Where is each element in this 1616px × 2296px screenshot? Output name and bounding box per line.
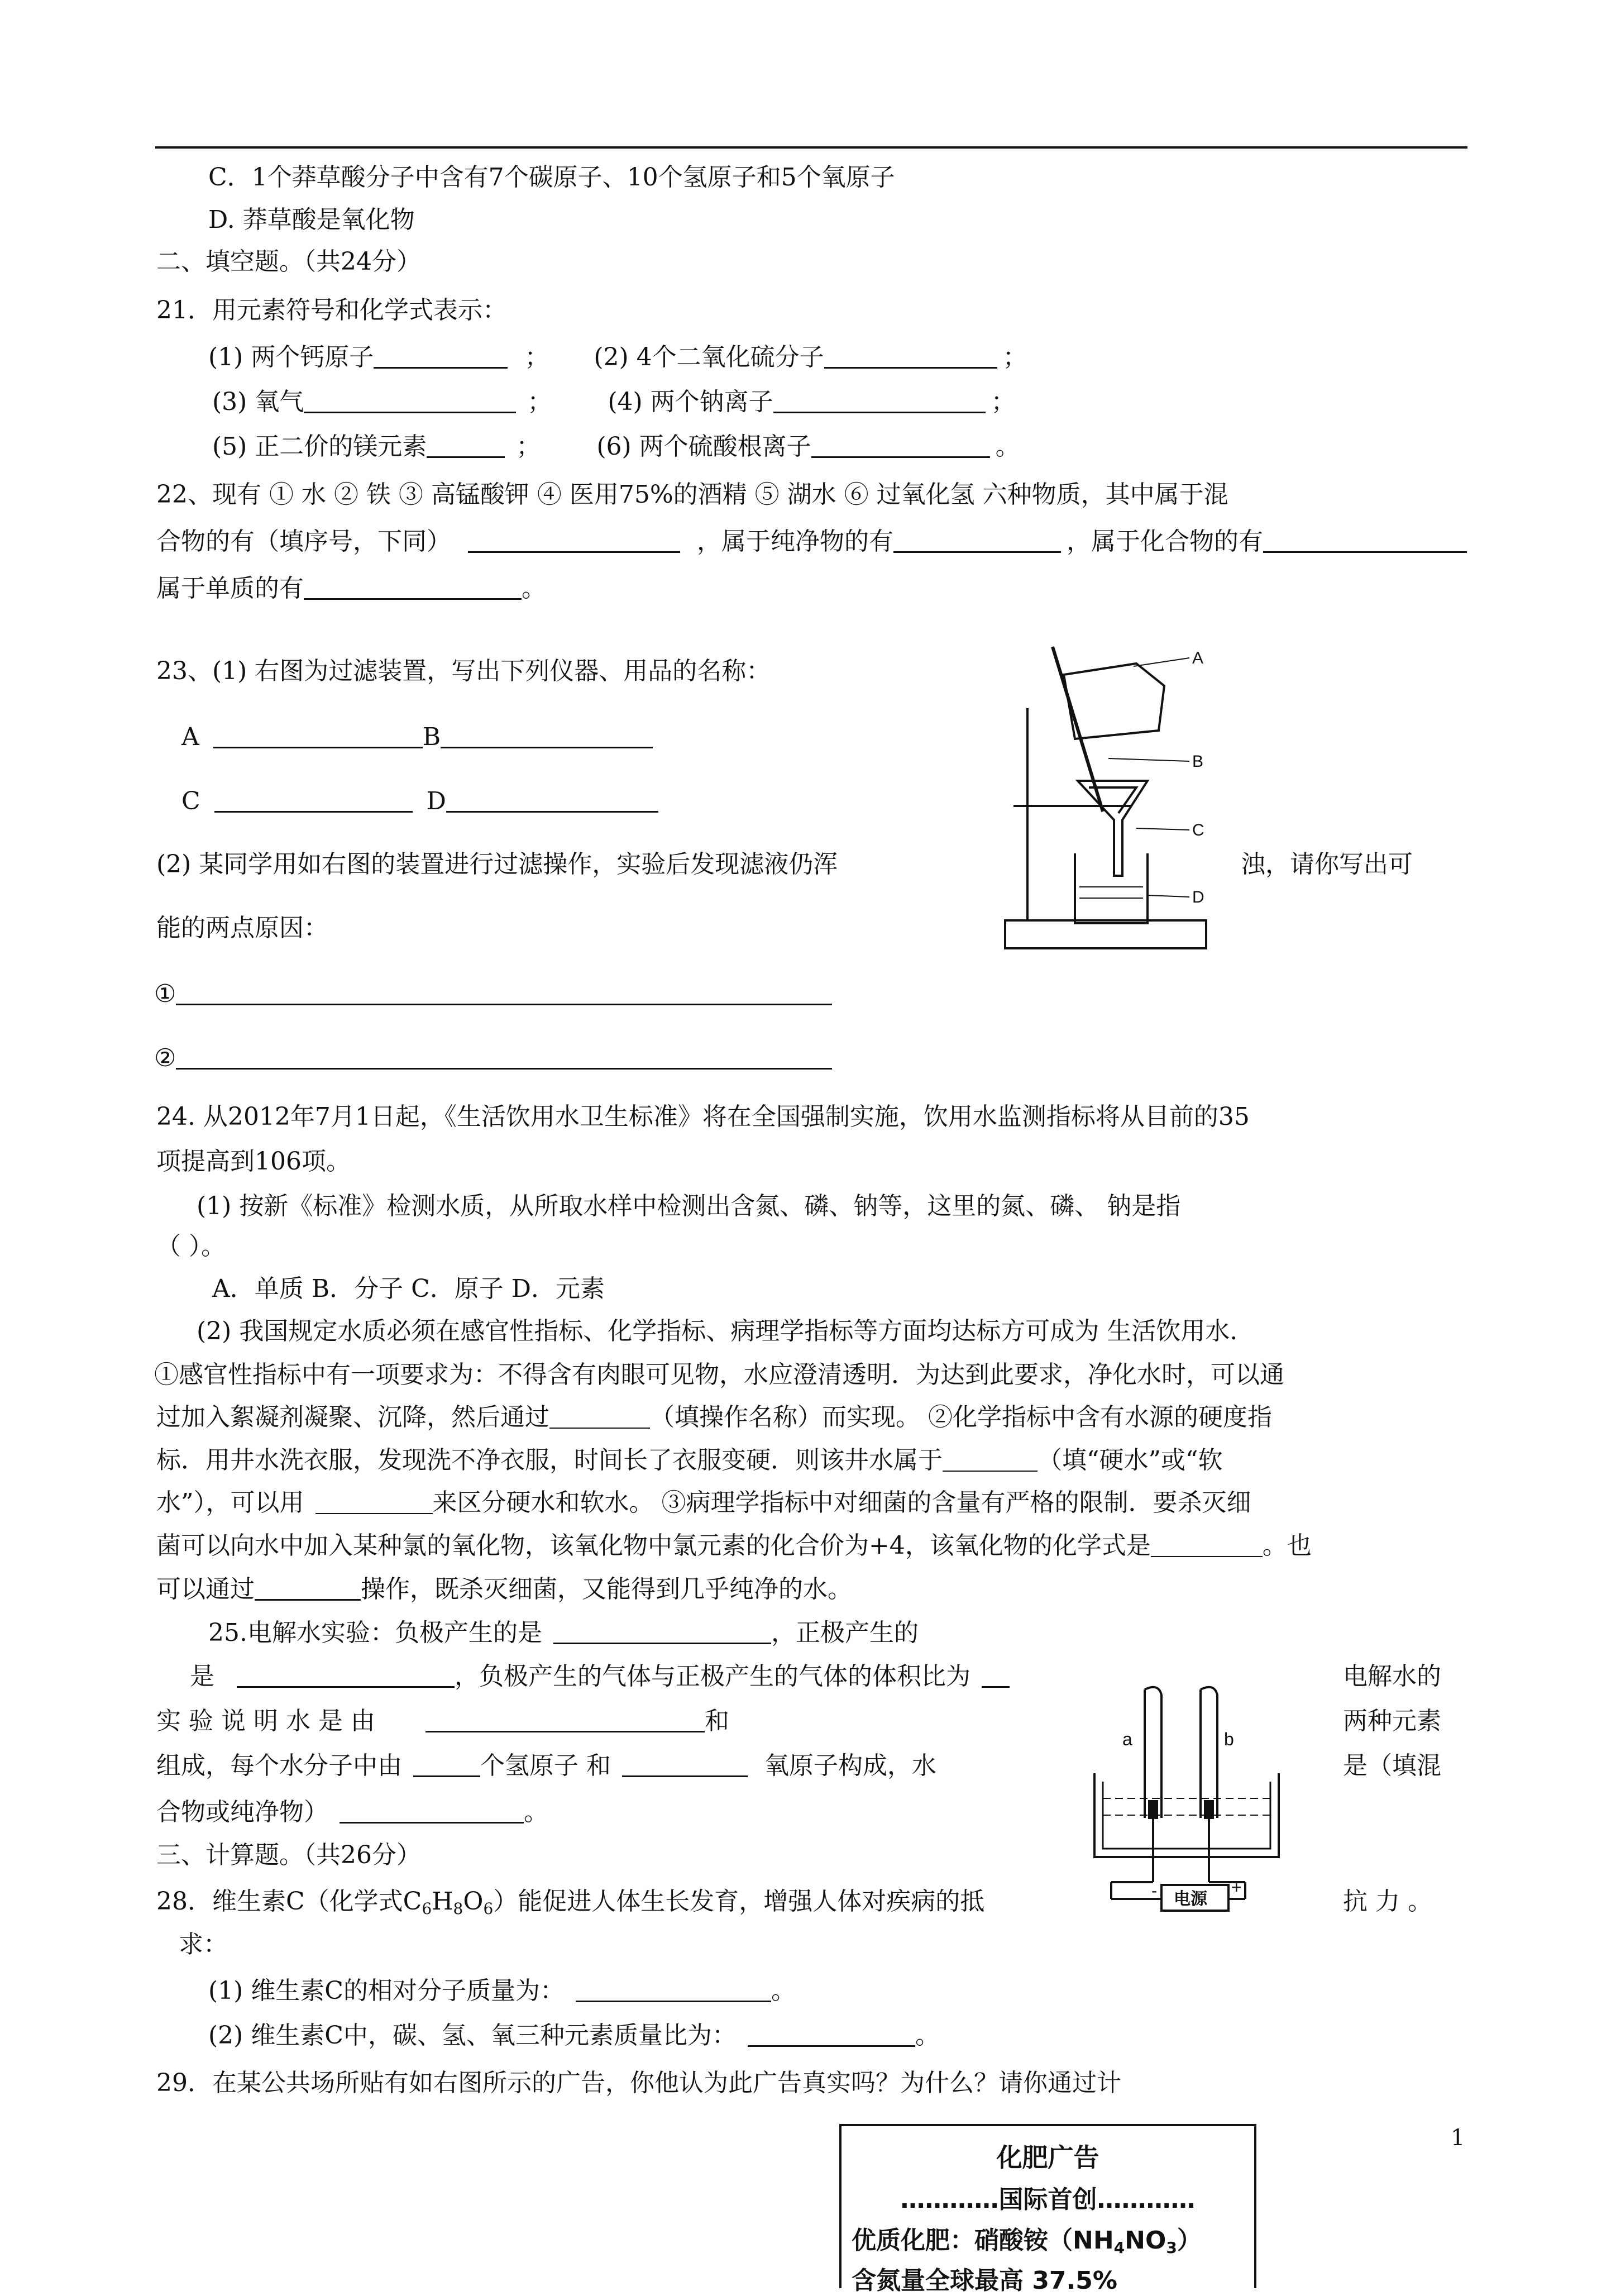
q24-line-8: 标．用井水洗衣服，发现洗不净衣服，时间长了衣服变硬．则该井水属于 （填“硬水”或“软 bbox=[156, 1446, 1223, 1474]
q25-blank-ratio[interactable] bbox=[982, 1662, 1010, 1688]
q28-part-2: (2) 维生素C中，碳、氢、氧三种元素质量比为： 。 bbox=[208, 2021, 940, 2050]
ad-title: 化肥广告 bbox=[996, 2142, 1099, 2173]
ad-nitrogen-claim: 含氮量全球最高 37.5% bbox=[852, 2266, 1117, 2295]
q23-blank-reason-2[interactable] bbox=[176, 1043, 832, 1070]
q23-row-ab: A B bbox=[181, 720, 653, 754]
q21-part-6: (6) 两个硫酸根离子 bbox=[596, 432, 811, 461]
fig-power-label: 电源 bbox=[1174, 1890, 1207, 1908]
q28-blank-mass[interactable] bbox=[576, 1976, 771, 2002]
q24-line-10: 菌可以向水中加入某种氯的氧化物，该氧化物中氯元素的化合价为+4，该氧化物的化学式是 。也 bbox=[156, 1531, 1312, 1560]
q22-blank-pure[interactable] bbox=[893, 527, 1061, 553]
fig-label-d: D bbox=[1192, 888, 1204, 906]
q25-blank-positive[interactable] bbox=[237, 1662, 455, 1688]
q24-options: A．单质 B．分子 C．原子 D．元素 bbox=[212, 1275, 605, 1303]
q24-line-6: ①感官性指标中有一项要求为：不得含有肉眼可见物，水应澄清透明．为达到此要求，净化水时，可以通 bbox=[154, 1361, 1284, 1389]
q24-line-4: （ ）。 bbox=[156, 1232, 226, 1261]
section-2-heading: 二、填空题。（共24分） bbox=[156, 247, 421, 276]
q28-line-1: 28．维生素C（化学式$C_6H_8O_6$）能促进人体生长发育，增强人体对疾病的抵 bbox=[156, 1887, 985, 1918]
q25-line-1: 25.电解水实验：负极产生的是 ，正极产生的 bbox=[208, 1619, 919, 1647]
q23-part-2-c: 能的两点原因： bbox=[156, 914, 328, 942]
beaker bbox=[1075, 853, 1148, 923]
q23-blank-c[interactable] bbox=[214, 786, 413, 813]
q25-line-4: 组成，每个水分子中由 个氢原子 和 氧原子构成，水 bbox=[156, 1751, 936, 1780]
q25-line-3: 实 验 说 明 水 是 由 和 bbox=[156, 1707, 729, 1735]
q21-blank-4[interactable] bbox=[773, 387, 986, 413]
q25-blank-classification[interactable] bbox=[340, 1797, 524, 1824]
header-rule bbox=[155, 146, 1467, 149]
q24-line-3: (1) 按新《标准》检测水质，从所取水样中检测出含氮、磷、钠等，这里的氮、磷、 钠是指 bbox=[197, 1192, 1181, 1220]
q23-blank-reason-1[interactable] bbox=[176, 979, 832, 1005]
q24-line-5: (2) 我国规定水质必须在感官性指标、化学指标、病理学指标等方面均达标方可成为 生活饮用水. bbox=[197, 1317, 1238, 1345]
q21-blank-6[interactable] bbox=[811, 432, 990, 458]
q21-part-2: (2) 4个二氧化硫分子 bbox=[594, 343, 824, 371]
q21-blank-3[interactable] bbox=[304, 387, 516, 413]
q21-part-4: (4) 两个钠离子 bbox=[608, 388, 773, 416]
q28-part-1: (1) 维生素C的相对分子质量为： 。 bbox=[208, 1977, 796, 2005]
q25-line-2-right: 电解水的 bbox=[1343, 1662, 1441, 1691]
q25-blank-negative[interactable] bbox=[553, 1618, 771, 1644]
fig-label-b: B bbox=[1192, 752, 1204, 771]
q28-line-1-right: 抗 力 。 bbox=[1343, 1887, 1432, 1916]
q21-blank-2[interactable] bbox=[824, 342, 997, 369]
ad-product: 优质化肥：硝酸铵$(NH_4NO_3)$ bbox=[852, 2226, 1202, 2257]
q22-line-1: 22、现有 ① 水 ② 铁 ③ 高锰酸钾 ④ 医用75%的酒精 ⑤ 湖水 ⑥ 过氧化氢 六种物质，其中属于混 bbox=[156, 480, 1228, 509]
section-3-heading: 三、计算题。（共26分） bbox=[156, 1841, 421, 1869]
q25-blank-o-count[interactable] bbox=[622, 1751, 748, 1777]
q21-row-3: (5) 正二价的镁元素 ； (6) 两个硫酸根离子 。 bbox=[212, 432, 1020, 461]
q21-row-2: (3) 氧气 ； (4) 两个钠离子 ； bbox=[212, 388, 1016, 416]
q24-blank-formula[interactable] bbox=[1151, 1531, 1263, 1557]
stand-base bbox=[1005, 920, 1206, 948]
electrolysis-apparatus-figure bbox=[1089, 1678, 1312, 1913]
q20-option-c: C．1个莽草酸分子中含有7个碳原子、10个氢原子和5个氧原子 bbox=[208, 163, 895, 192]
q29-line-1: 29．在某公共场所贴有如右图所示的广告，你他认为此广告真实吗？为什么？请你通过计 bbox=[156, 2069, 1121, 2097]
q23-part-2-b: 浊，请你写出可 bbox=[1241, 850, 1413, 879]
q24-line-2: 项提高到106项。 bbox=[156, 1147, 351, 1176]
q24-line-11: 可以通过 操作，既杀灭细菌，又能得到几乎纯净的水。 bbox=[156, 1575, 852, 1603]
q25-line-2: 是 ，负极产生的气体与正极产生的气体的体积比为 bbox=[190, 1660, 1010, 1693]
q23-stem: 23、(1) 右图为过滤装置，写出下列仪器、用品的名称： bbox=[156, 657, 771, 685]
q25-blank-h-count[interactable] bbox=[413, 1751, 480, 1777]
q25-blank-element-1[interactable] bbox=[425, 1706, 705, 1732]
q22-blank-compound[interactable] bbox=[1263, 527, 1467, 553]
q23-blank-d[interactable] bbox=[446, 786, 658, 813]
q24-line-9: 水”），可以用 来区分硬水和软水。 ③病理学指标中对细菌的含量有严格的限制．要杀灭细 bbox=[156, 1488, 1251, 1517]
fig-label-c: C bbox=[1192, 821, 1204, 839]
q21-part-3: (3) 氧气 bbox=[212, 388, 304, 416]
fig-minus-sign: - bbox=[1151, 1882, 1157, 1900]
q21-stem: 21．用元素符号和化学式表示： bbox=[156, 296, 507, 324]
q23-reason-2: ② bbox=[154, 1042, 832, 1075]
q25-line-4-right: 是（填混 bbox=[1343, 1751, 1441, 1780]
q22-line-3: 属于单质的有 。 bbox=[156, 574, 546, 603]
q22-blank-mixture[interactable] bbox=[468, 527, 680, 553]
q24-blank-operation[interactable] bbox=[549, 1403, 650, 1429]
fertilizer-advertisement bbox=[839, 2124, 1256, 2295]
q23-blank-b[interactable] bbox=[441, 722, 653, 748]
q24-blank-distinguish[interactable] bbox=[315, 1488, 433, 1514]
q21-part-5: (5) 正二价的镁元素 bbox=[212, 432, 427, 461]
fig-tube-label-b: b bbox=[1224, 1729, 1234, 1749]
q28-line-2: 求： bbox=[179, 1930, 228, 1959]
q24-line-1: 24. 从2012年7月1日起，《生活饮用水卫生标准》将在全国强制实施，饮用水监测指标将从目前的35 bbox=[156, 1102, 1250, 1131]
q24-blank-hardness[interactable] bbox=[943, 1446, 1038, 1472]
fig-label-a: A bbox=[1192, 649, 1204, 667]
q23-reason-1: ① bbox=[154, 977, 832, 1011]
q20-option-d: D. 莽草酸是氧化物 bbox=[208, 206, 415, 234]
filtration-apparatus-figure bbox=[997, 641, 1231, 960]
q25-line-5: 合物或纯净物） 。 bbox=[156, 1798, 548, 1826]
q24-line-7: 过加入絮凝剂凝聚、沉降，然后通过 （填操作名称）而实现。 ②化学指标中含有水源的硬度指 bbox=[156, 1403, 1272, 1431]
fig-plus-sign: + bbox=[1231, 1877, 1242, 1897]
q22-blank-element[interactable] bbox=[304, 574, 522, 600]
q23-row-cd: C D bbox=[181, 785, 658, 818]
q21-row-1: (1) 两个钙原子 ； (2) 4个二氧化硫分子 ； bbox=[208, 343, 1027, 371]
q22-line-2: 合物的有（填序号，下同） ，属于纯净物的有 ，属于化合物的有 bbox=[156, 525, 1467, 559]
q21-blank-1[interactable] bbox=[374, 342, 508, 369]
q23-part-2-a: (2) 某同学用如右图的装置进行过滤操作，实验后发现滤液仍浑 bbox=[156, 850, 838, 879]
q28-blank-ratio[interactable] bbox=[748, 2021, 915, 2047]
q24-blank-method[interactable] bbox=[255, 1574, 361, 1601]
q23-blank-a[interactable] bbox=[213, 722, 423, 748]
q21-blank-5[interactable] bbox=[427, 432, 505, 458]
q21-part-1: (1) 两个钙原子 bbox=[208, 343, 374, 371]
fig-tube-label-a: a bbox=[1122, 1729, 1132, 1749]
page-number: 1 bbox=[1451, 2125, 1465, 2151]
ad-slogan: …………国际首创………… bbox=[900, 2185, 1196, 2214]
q25-line-3-right: 两种元素 bbox=[1343, 1707, 1441, 1735]
